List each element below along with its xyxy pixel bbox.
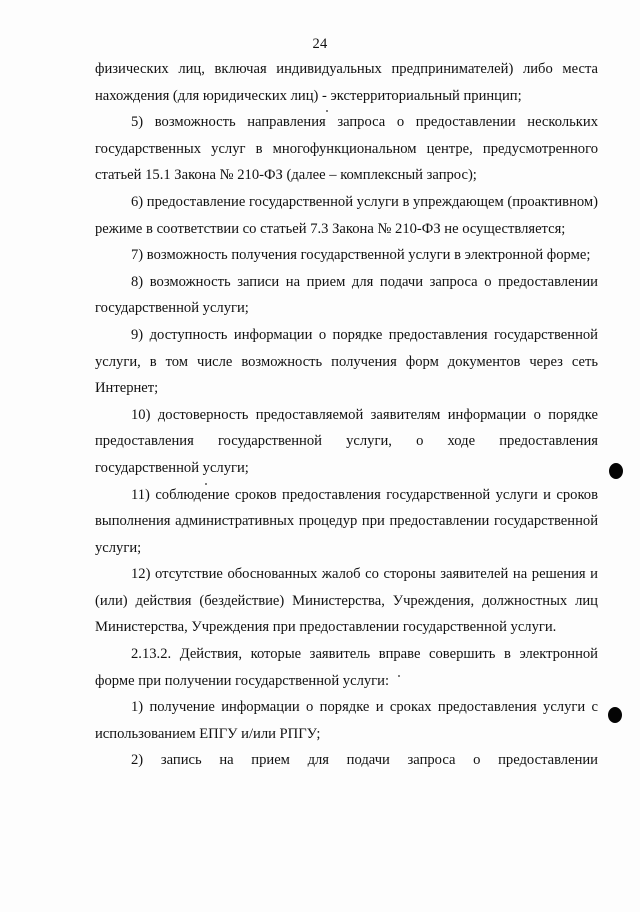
punch-hole-mark — [608, 707, 622, 723]
scan-speck — [398, 675, 400, 677]
paragraph-item-6: 6) предоставление государственной услуги в упреждающем (проактивном) режиме в соответствии со статьей 7.3 Закона № 210-ФЗ не осуществляется; — [95, 193, 598, 237]
paragraph-item-8: 8) возможность записи на прием для подачи запроса о предоставлении государственной услуги; — [95, 273, 598, 317]
paragraph-section-2-13-2: 2.13.2. Действия, которые заявитель вправе совершить в электронной форме при получении государственной услуги: — [95, 646, 598, 689]
paragraph-continuation: физических лиц, включая индивидуальных предпринимателей) либо места нахождения (для юридических лиц) - экстерриториальный принцип; — [95, 61, 598, 104]
scan-speck — [205, 483, 207, 485]
paragraph-item-11: 11) соблюдение сроков предоставления государственной услуги и сроков выполнения административных процедур при предоставлении государственной услуги; — [95, 486, 598, 556]
paragraph-action-2: 2) запись на прием для подачи запроса о предоставлении — [131, 752, 598, 769]
paragraph-action-1: 1) получение информации о порядке и сроках предоставления услуги с использованием ЕПГУ и/или РПГУ; — [95, 699, 598, 742]
paragraph-item-7: 7) возможность получения государственной услуги в электронной форме; — [131, 247, 591, 264]
document-body — [95, 56, 598, 774]
paragraph-item-12: 12) отсутствие обоснованных жалоб со стороны заявителей на решения и (или) действия (бездействие) Министерства, Учреждения, должностных лиц Министерства, Учреждения при предоставлении государственной услуги. — [95, 566, 598, 636]
page-number: 24 — [312, 36, 328, 52]
paragraph-item-5: 5) возможность направления запроса о предоставлении нескольких государственных услуг в многофункциональном центре, предусмотренного статьей 15.1 Закона № 210-ФЗ (далее – комплексный запрос); — [95, 114, 598, 184]
paragraph-item-10: 10) достоверность предоставляемой заявителям информации о порядке предоставления государственной услуги, о ходе предоставления государственной услуги; — [95, 406, 598, 476]
paragraph-item-9: 9) доступность информации о порядке предоставления государственной услуги, в том числе возможность получения форм документов через сеть Интернет; — [95, 326, 598, 397]
scan-speck — [326, 110, 328, 112]
punch-hole-mark — [609, 463, 623, 479]
